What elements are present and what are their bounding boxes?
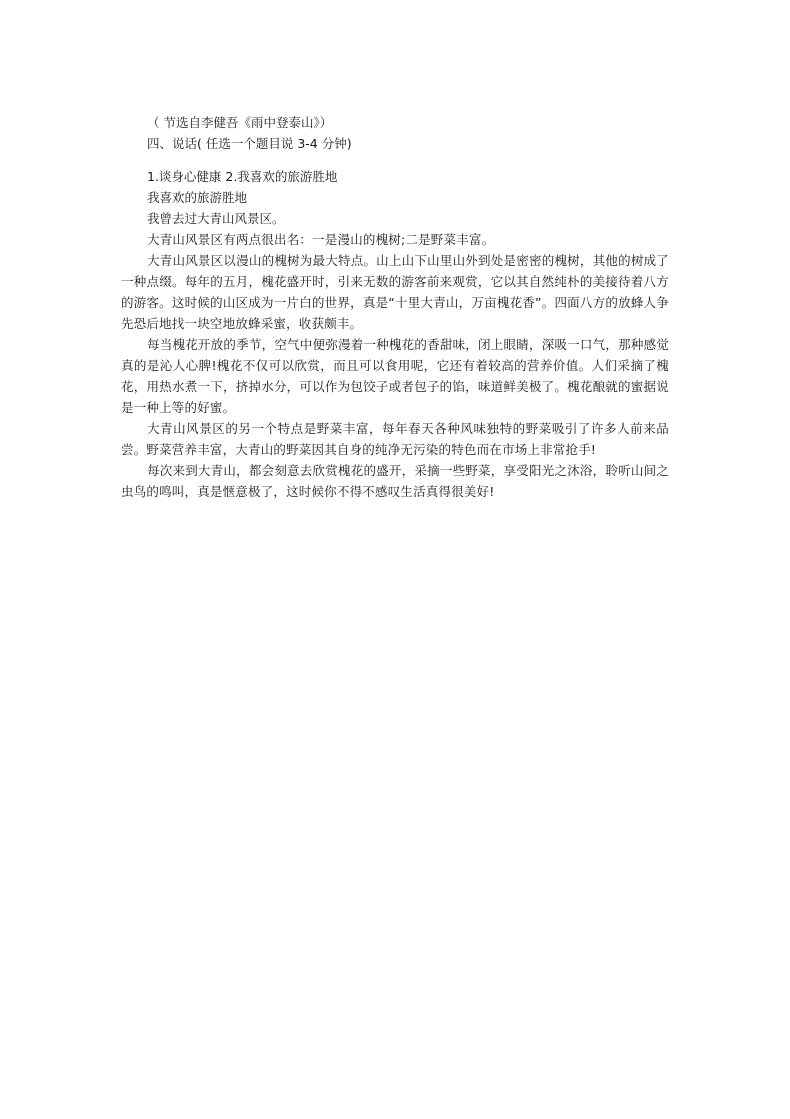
essay-paragraph: 每次来到大青山，都会刻意去欣赏槐花的盛开，采摘一些野菜，享受阳光之沐浴，聆听山间之虫鸟的鸣叫，真是惬意极了，这时候你不得不感叹生活真得很美好! (121, 463, 669, 499)
essay-paragraph: 大青山风景区的另一个特点是野菜丰富，每年春天各种风味独特的野菜吸引了许多人前来品尝。野菜营养丰富，大青山的野菜因其自身的纯净无污染的特色而在市场上非常抢手! (121, 421, 669, 457)
essay-paragraph: 大青山风景区有两点很出名：一是漫山的槐树;二是野菜丰富。 (147, 232, 495, 247)
source-note: （ 节选自李健吾《雨中登泰山》） (147, 115, 333, 130)
spacer (121, 154, 669, 166)
essay-paragraph: 每当槐花开放的季节，空气中便弥漫着一种槐花的香甜味，闭上眼睛，深吸一口气，那种感觉真的是沁人心脾!槐花不仅可以欣赏，而且可以食用呢，它还有着较高的营养价值。人们采摘了槐花，用热水煮一下，挤掉水分，可以作为包饺子或者包子的馅，味道鲜美极了。槐花酿就的蜜据说是一种上等的好蜜。 (121, 337, 669, 415)
document-body (121, 112, 669, 502)
topic-list: 1.谈身心健康 2.我喜欢的旅游胜地 (147, 169, 338, 184)
essay-intro: 我曾去过大青山风景区。 (147, 211, 285, 226)
essay-title: 我喜欢的旅游胜地 (147, 190, 248, 205)
section-heading: 四、说话( 任选一个题目说 3-4 分钟) (147, 136, 352, 151)
essay-paragraph: 大青山风景区以漫山的槐树为最大特点。山上山下山里山外到处是密密的槐树，其他的树成了一种点缀。每年的五月，槐花盛开时，引来无数的游客前来观赏，它以其自然纯朴的美接待着八方的游客。这时候的山区成为一片白的世界，真是“十里大青山，万亩槐花香”。四面八方的放蜂人争先恐后地找一块空地放蜂采蜜，收获颇丰。 (121, 253, 669, 331)
